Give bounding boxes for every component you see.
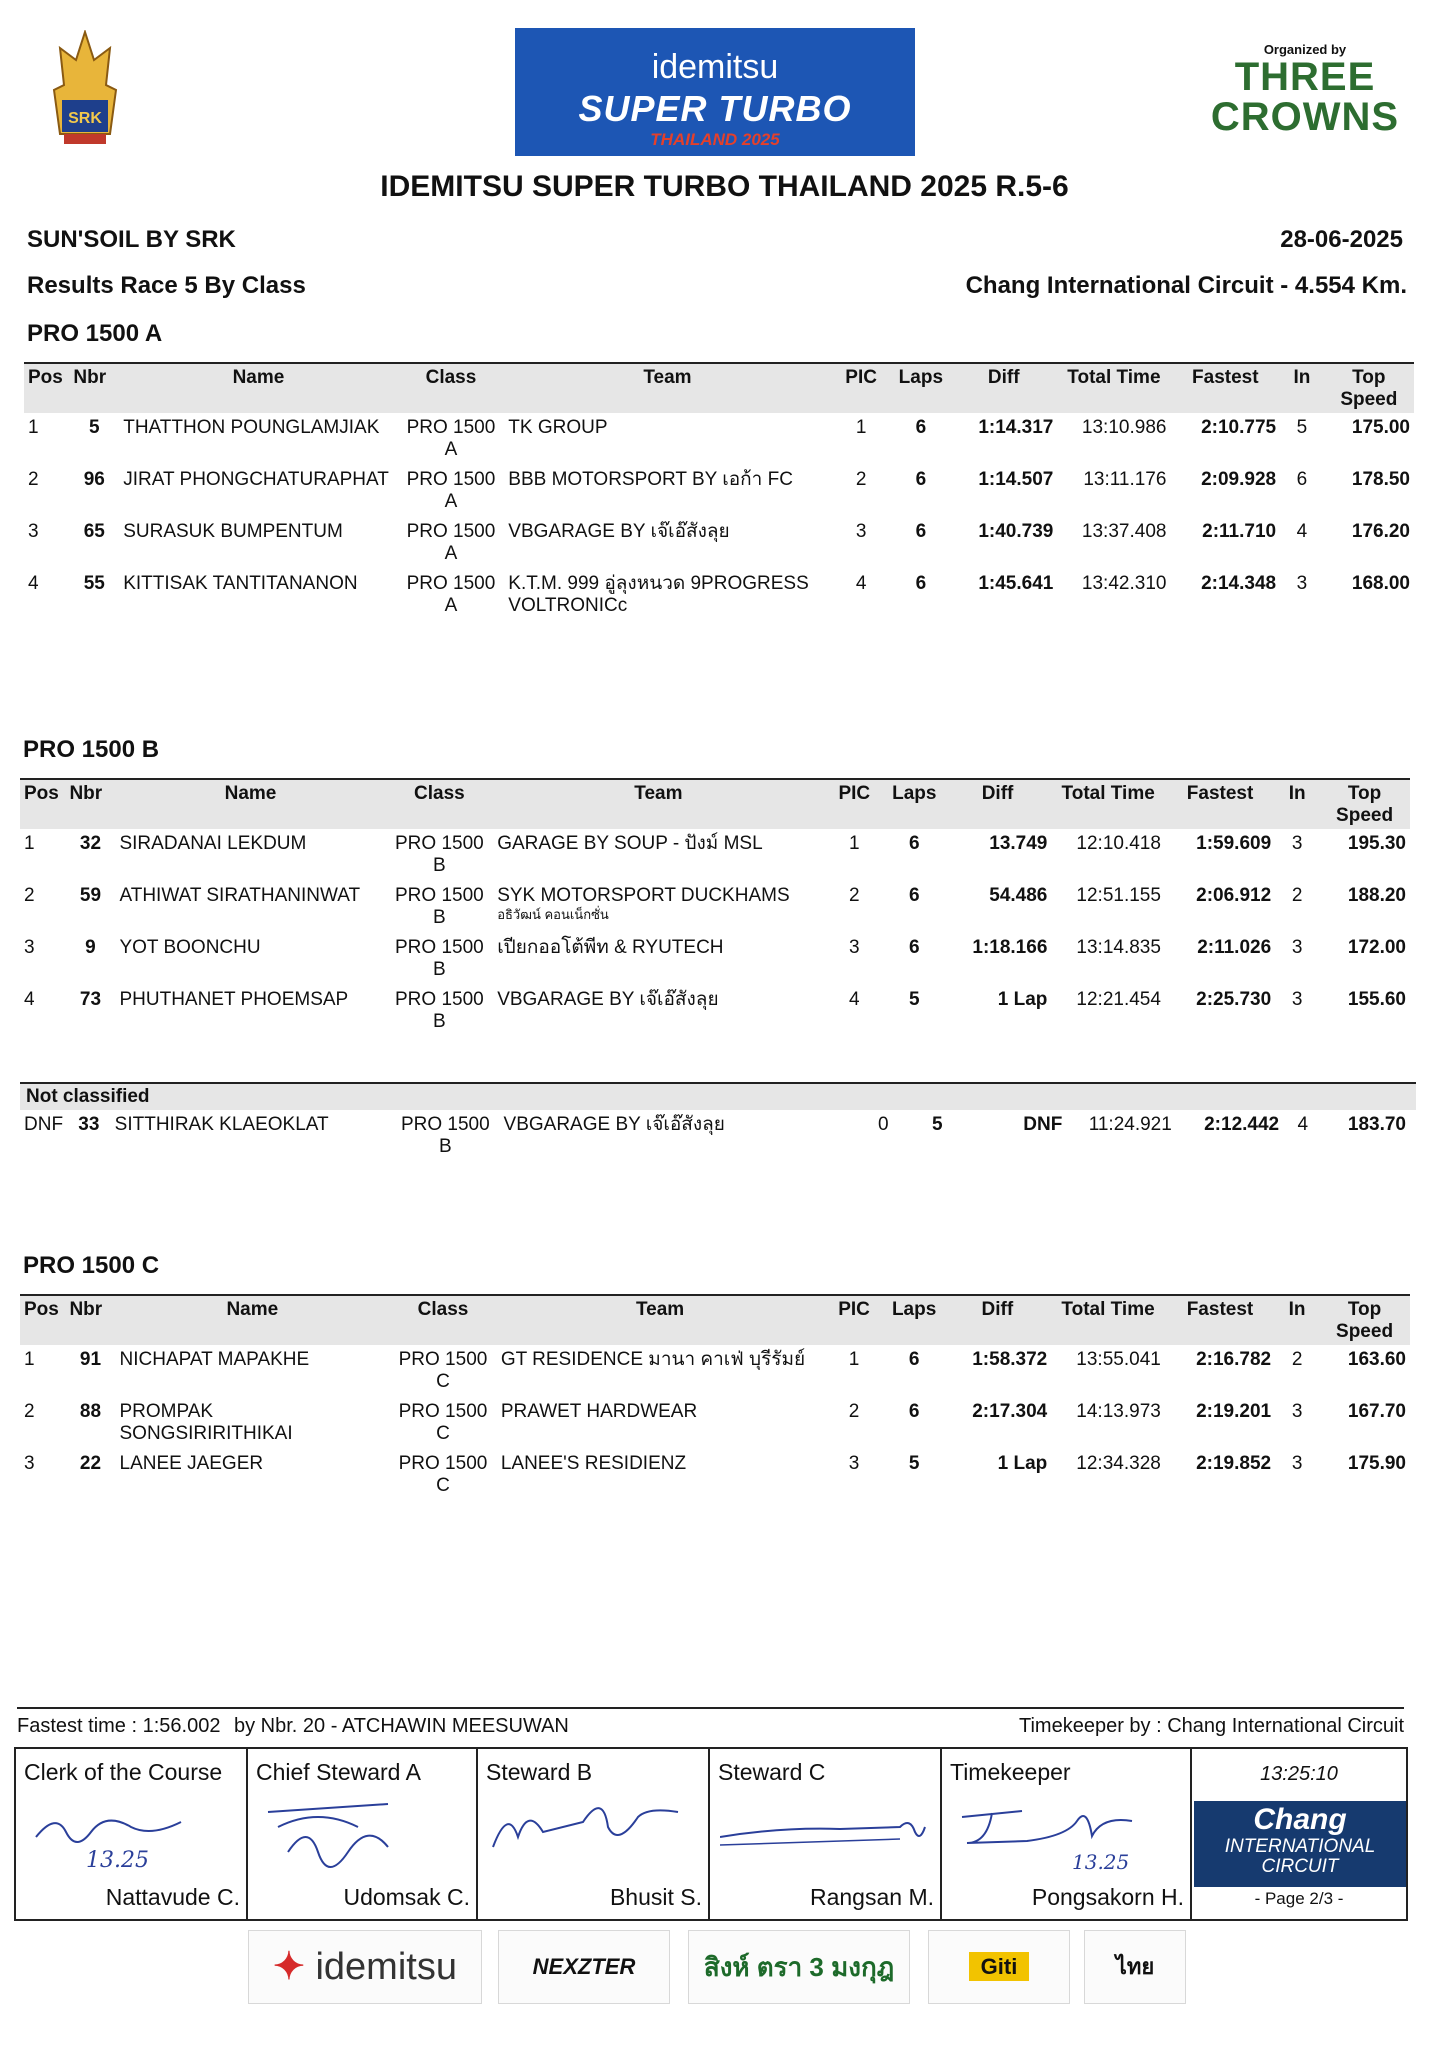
column-header: Fastest [1170,363,1280,413]
column-header: PIC [824,779,885,829]
cell-name: JIRAT PHONGCHATURAPHAT [123,469,389,490]
cell-fastest: 2:10.775 [1201,417,1277,438]
column-header: Class [389,1295,497,1345]
cell-laps: 5 [909,989,920,1010]
section-title-b: PRO 1500 B [23,736,160,763]
signature-steward-c [710,1749,942,1919]
table-row [20,881,1410,933]
not-classified-table [20,1110,1410,1162]
cell-pic: 4 [855,573,867,594]
team-name: TK GROUP [508,417,608,438]
cell-in: 2 [1291,885,1303,906]
column-header: PIC [823,1295,884,1345]
cell-name: KITTISAK TANTITANANON [123,573,358,594]
table-row [24,413,1414,465]
cell-class: PRO 1500 C [398,1453,488,1496]
cell-in: 3 [1291,1401,1303,1422]
column-header: Pos [24,363,69,413]
sponsor-giti-logo [928,1930,1070,2004]
cell-top: 176.20 [1351,521,1410,542]
cell-laps: 6 [915,417,927,438]
cell-team [504,517,830,569]
sig-name: Nattavude C. [105,1884,240,1910]
column-header: Class [386,779,494,829]
cell-fastest: 2:06.912 [1196,885,1272,906]
cell-diff: 13.749 [989,833,1048,854]
cell-top: 155.60 [1347,989,1406,1010]
cell-fastest: 1:59.609 [1196,833,1272,854]
cell-diff: 2:17.304 [972,1401,1048,1422]
cell-in: 3 [1291,1453,1303,1474]
sig-name: Bhusit S. [609,1884,702,1910]
team-name: GT RESIDENCE มานา คาเฟ่ บุรีรัมย์ [500,1349,806,1370]
cell-team [504,569,830,621]
cell-laps: 6 [915,521,927,542]
cell-laps: 6 [909,833,920,854]
table-row [20,933,1410,985]
signature-block [14,1747,1408,1921]
cell-laps: 5 [932,1114,943,1135]
sig-name: Rangsan M. [809,1884,934,1910]
cell-pos: 2 [24,1401,35,1422]
cell-team [493,985,823,1037]
cell-laps: 6 [915,469,927,490]
sponsor-idemitsu-text: idemitsu [315,1946,457,1988]
organizer-name: THREE CROWNS [1210,55,1400,139]
cell-pos: 3 [24,937,35,958]
cell-nbr: 91 [79,1349,102,1370]
svg-text:SRK: SRK [68,110,102,127]
cell-top: 183.70 [1347,1114,1406,1135]
event-date: 28-06-2025 [1280,226,1403,253]
cell-nbr: 55 [83,573,105,594]
table-header-row [20,1295,1410,1345]
column-header: Pos [20,1295,65,1345]
cell-top: 175.90 [1347,1453,1406,1474]
organized-by-label: Organized by [1263,42,1347,57]
cell-pos: 2 [28,469,39,490]
sponsor-nexzter-logo: NEXZTER [498,1930,670,2004]
cell-pos: 1 [24,833,35,854]
cell-total: 13:11.176 [1083,469,1167,490]
cell-team [504,465,830,517]
table-header-row [24,363,1414,413]
cell-pos: 4 [28,573,39,594]
table-row [24,569,1414,621]
cell-diff: DNF [1023,1114,1063,1135]
timekeeper-by: Timekeeper by : Chang International Circuit [1019,1715,1404,1737]
team-name: K.T.M. 999 อู่ลุงหนวด 9PROGRESS VOLTRONICc [508,573,809,616]
column-header: Name [116,1295,390,1345]
cell-in: 2 [1291,1349,1303,1370]
cell-pos: DNF [24,1114,64,1135]
table-row [24,465,1414,517]
column-header: Nbr [65,779,115,829]
cell-fastest: 2:09.928 [1201,469,1277,490]
cell-team [504,413,830,465]
cell-class: PRO 1500 B [395,885,484,928]
cell-fastest: 2:11.026 [1197,937,1272,958]
cell-pos: 3 [28,521,39,542]
cell-nbr: 88 [79,1401,102,1422]
cell-pos: 3 [24,1453,35,1474]
cell-in: 4 [1296,521,1308,542]
cell-total: 12:34.328 [1076,1453,1161,1474]
cell-nbr: 33 [78,1114,100,1135]
column-header: Diff [950,363,1057,413]
cell-nbr: 22 [79,1453,102,1474]
column-header: Laps [892,363,951,413]
organizer-logo [1205,42,1405,137]
cell-total: 13:14.835 [1076,937,1161,958]
cell-laps: 6 [915,573,927,594]
sig-title: Timekeeper [950,1759,1071,1785]
column-header: Pos [20,779,65,829]
cell-name: ATHIWAT SIRATHANINWAT [119,885,361,906]
cell-diff: 1 Lap [997,1453,1048,1474]
handwritten-signature [952,1797,1182,1877]
cell-pic: 3 [848,1453,860,1474]
cell-laps: 6 [908,1401,920,1422]
sig-title: Chief Steward A [256,1759,421,1785]
column-header: Fastest [1165,779,1275,829]
column-header: In [1275,1295,1319,1345]
team-name: GARAGE BY SOUP - ปังม์ MSL [497,833,763,854]
signature-steward-b [478,1749,710,1919]
handwritten-signature [488,1797,698,1877]
column-header: Total Time [1051,779,1165,829]
column-header: Total Time [1057,363,1170,413]
cell-top: 175.00 [1351,417,1410,438]
cell-nbr: 9 [85,937,96,958]
cell-name: LANEE JAEGER [119,1453,264,1474]
cell-pic: 2 [848,1401,860,1422]
signature-clerk [16,1749,248,1919]
banner-brand: idemitsu [651,48,779,86]
team-name: SYK MOTORSPORT DUCKHAMS [497,885,790,906]
super-turbo-banner [515,28,915,156]
cell-team [493,829,823,881]
column-header: In [1280,363,1324,413]
cell-name: NICHAPAT MAPAKHE [119,1349,310,1370]
cell-name: SURASUK BUMPENTUM [123,521,343,542]
cell-total: 13:37.408 [1081,521,1167,542]
sponsor-bar [248,1930,1184,2002]
cell-class: PRO 1500 A [406,417,496,460]
cell-class: PRO 1500 A [406,521,496,564]
cell-top: 172.00 [1347,937,1406,958]
sig-time: 13.25 [1072,1850,1130,1874]
column-header: Team [497,1295,824,1345]
cell-name: YOT BOONCHU [119,937,261,958]
cell-class: PRO 1500 C [398,1401,488,1444]
not-classified-header: Not classified [20,1082,1416,1110]
cell-top: 168.00 [1351,573,1410,594]
cell-pic: 1 [855,417,867,438]
cell-pic: 2 [855,469,867,490]
cell-pic: 4 [848,989,860,1010]
cell-class: PRO 1500 B [395,833,484,876]
cell-top: 163.60 [1347,1349,1406,1370]
sig-time: 13.25 [86,1848,149,1873]
cell-top: 195.30 [1347,833,1406,854]
cell-team [493,881,823,933]
results-table-c [20,1294,1410,1501]
cell-team [500,1110,855,1162]
sig-title: Steward C [718,1759,826,1785]
cell-in: 3 [1291,937,1303,958]
column-header: Top Speed [1319,779,1410,829]
cell-team [497,1397,824,1449]
fastest-by: by Nbr. 20 - ATCHAWIN MEESUWAN [234,1715,569,1737]
column-header: Total Time [1051,1295,1165,1345]
cell-laps: 5 [908,1453,920,1474]
cell-class: PRO 1500 A [406,573,496,616]
chang-logo-word: Chang [1253,1803,1347,1836]
column-header: In [1275,779,1319,829]
cell-total: 12:10.418 [1076,833,1161,854]
cell-pic: 1 [848,833,860,854]
cell-fastest: 2:19.201 [1196,1401,1272,1422]
table-row [20,1345,1410,1397]
column-header: Laps [885,779,944,829]
team-name: เปียกออโต้พีท & RYUTECH [497,937,724,958]
cell-top: 188.20 [1347,885,1406,906]
cell-class: PRO 1500 B [395,937,484,980]
banner-title: SUPER TURBO [578,88,852,129]
cell-total: 13:55.041 [1076,1349,1161,1370]
team-name: VBGARAGE BY เจ๊เอ๊สังลุย [508,521,730,542]
cell-in: 5 [1296,417,1308,438]
cell-diff: 1:58.372 [972,1349,1048,1370]
cell-fastest: 2:19.852 [1196,1453,1272,1474]
cell-nbr: 5 [89,417,100,438]
handwritten-signature [720,1797,930,1877]
cell-diff: 1 Lap [997,989,1048,1010]
cell-total: 11:24.921 [1088,1114,1172,1135]
cell-diff: 1:14.507 [978,469,1054,490]
cell-pos: 4 [24,989,35,1010]
cell-name: PHUTHANET PHOEMSAP [119,989,349,1010]
column-header: Nbr [65,1295,115,1345]
column-header: Laps [885,1295,944,1345]
cell-in: 3 [1291,989,1303,1010]
sponsor-giti-text: Giti [969,1952,1030,1981]
cell-in: 6 [1296,469,1308,490]
cell-fastest: 2:12.442 [1204,1114,1280,1135]
column-header: Top Speed [1319,1295,1410,1345]
cell-pic: 2 [848,885,860,906]
chang-logo-line-3: CIRCUIT [1261,1856,1339,1877]
cell-pos: 2 [24,885,35,906]
sig-title: Clerk of the Course [24,1759,223,1785]
cell-total: 13:42.310 [1081,573,1167,594]
cell-top: 178.50 [1351,469,1410,490]
sponsor-idemitsu-logo: ✦ idemitsu [248,1930,482,2004]
team-name: BBB MOTORSPORT BY เอก้า FC [508,469,793,490]
cell-name: THATTHON POUNGLAMJIAK [123,417,380,438]
column-header: Fastest [1165,1295,1275,1345]
cell-laps: 6 [909,937,920,958]
column-header: Name [119,363,397,413]
column-header: Diff [944,779,1052,829]
chang-logo-line-2: INTERNATIONAL [1224,1836,1376,1857]
cell-diff: 1:14.317 [978,417,1054,438]
table-row [20,829,1410,881]
circuit-name: Chang International Circuit - 4.554 Km. [965,272,1407,299]
column-header: Diff [943,1295,1051,1345]
column-header: Name [115,779,385,829]
handwritten-signature [26,1797,226,1877]
cell-in: 4 [1297,1114,1309,1135]
cell-class: PRO 1500 B [395,989,484,1032]
column-header: PIC [831,363,892,413]
cell-class: PRO 1500 A [406,469,496,512]
cell-pic: 0 [878,1114,889,1135]
handwritten-signature [258,1797,458,1877]
cell-pos: 1 [24,1349,35,1370]
cell-fastest: 2:11.710 [1202,521,1277,542]
cell-diff: 54.486 [989,885,1048,906]
results-table-b [20,778,1410,1037]
cell-nbr: 59 [79,885,102,906]
signature-timekeeper [942,1749,1192,1919]
page-number: - Page 2/3 - [1254,1889,1344,1908]
sponsor-thai-logo: ไทย [1084,1930,1186,2004]
cell-name: PROMPAK SONGSIRIRITHIKAI [119,1401,293,1444]
team-name: PRAWET HARDWEAR [500,1401,698,1422]
banner-sub: THAILAND 2025 [650,130,780,149]
cell-pic: 3 [855,521,867,542]
cell-in: 3 [1291,833,1303,854]
sponsor-singha-logo: สิงห์ ตรา 3 มงกุฎ [688,1930,910,2004]
cell-diff: 1:45.641 [978,573,1054,594]
cell-name: SITTHIRAK KLAEOKLAT [114,1114,329,1135]
page-title: IDEMITSU SUPER TURBO THAILAND 2025 R.5-6 [380,170,1069,203]
team-subname: อธิวัฒน์ คอนเน็กซั่น [497,907,609,922]
cell-fastest: 2:25.730 [1196,989,1272,1010]
cell-class: PRO 1500 B [400,1114,490,1157]
cell-diff: 1:40.739 [978,521,1054,542]
sig-name: Udomsak C. [343,1884,470,1910]
sig-title: Steward B [486,1759,593,1785]
cell-fastest: 2:16.782 [1196,1349,1272,1370]
team-name: VBGARAGE BY เจ๊เอ๊สังลุย [497,989,719,1010]
signature-chief-steward-a [248,1749,478,1919]
cell-laps: 6 [908,1349,920,1370]
cell-diff: 1:18.166 [972,937,1048,958]
table-row [20,985,1410,1037]
table-row [20,1397,1410,1449]
team-name: LANEE'S RESIDIENZ [500,1453,687,1474]
table-row [24,517,1414,569]
sig-name: Pongsakorn H. [1031,1884,1184,1910]
cell-nbr: 32 [79,833,102,854]
results-label: Results Race 5 By Class [27,272,306,299]
cell-pos: 1 [28,417,39,438]
column-header: Team [493,779,823,829]
cell-total: 12:21.454 [1076,989,1161,1010]
column-header: Class [398,363,505,413]
cell-nbr: 73 [79,989,102,1010]
cell-top: 167.70 [1347,1401,1406,1422]
column-header: Top Speed [1324,363,1414,413]
table-header-row [20,779,1410,829]
cell-total: 12:51.155 [1076,885,1161,906]
cell-team [497,1449,824,1501]
print-time: 13:25:10 [1260,1763,1338,1785]
cell-laps: 6 [909,885,920,906]
fastest-lap-line [17,1707,1404,1738]
team-name: VBGARAGE BY เจ๊เอ๊สังลุย [503,1114,725,1135]
cell-nbr: 65 [83,521,105,542]
cell-name: SIRADANAI LEKDUM [119,833,307,854]
cell-fastest: 2:14.348 [1201,573,1277,594]
cell-pic: 3 [848,937,860,958]
event-sponsor: SUN'SOIL BY SRK [27,226,236,253]
cell-nbr: 96 [83,469,105,490]
srk-crest-logo [50,30,120,150]
cell-in: 3 [1296,573,1308,594]
results-table-a [24,362,1414,621]
cell-team [497,1345,824,1397]
fastest-time: Fastest time : 1:56.002 [17,1715,221,1737]
table-row [20,1449,1410,1501]
cell-total: 14:13.973 [1076,1401,1161,1422]
column-header: Nbr [69,363,119,413]
table-row [20,1110,1410,1162]
cell-total: 13:10.986 [1081,417,1167,438]
cell-class: PRO 1500 C [398,1349,488,1392]
cell-team [493,933,823,985]
column-header: Team [504,363,830,413]
section-title-c: PRO 1500 C [23,1252,160,1279]
chang-circuit-logo [1194,1801,1406,1887]
cell-pic: 1 [848,1349,860,1370]
section-title-a: PRO 1500 A [27,320,163,347]
